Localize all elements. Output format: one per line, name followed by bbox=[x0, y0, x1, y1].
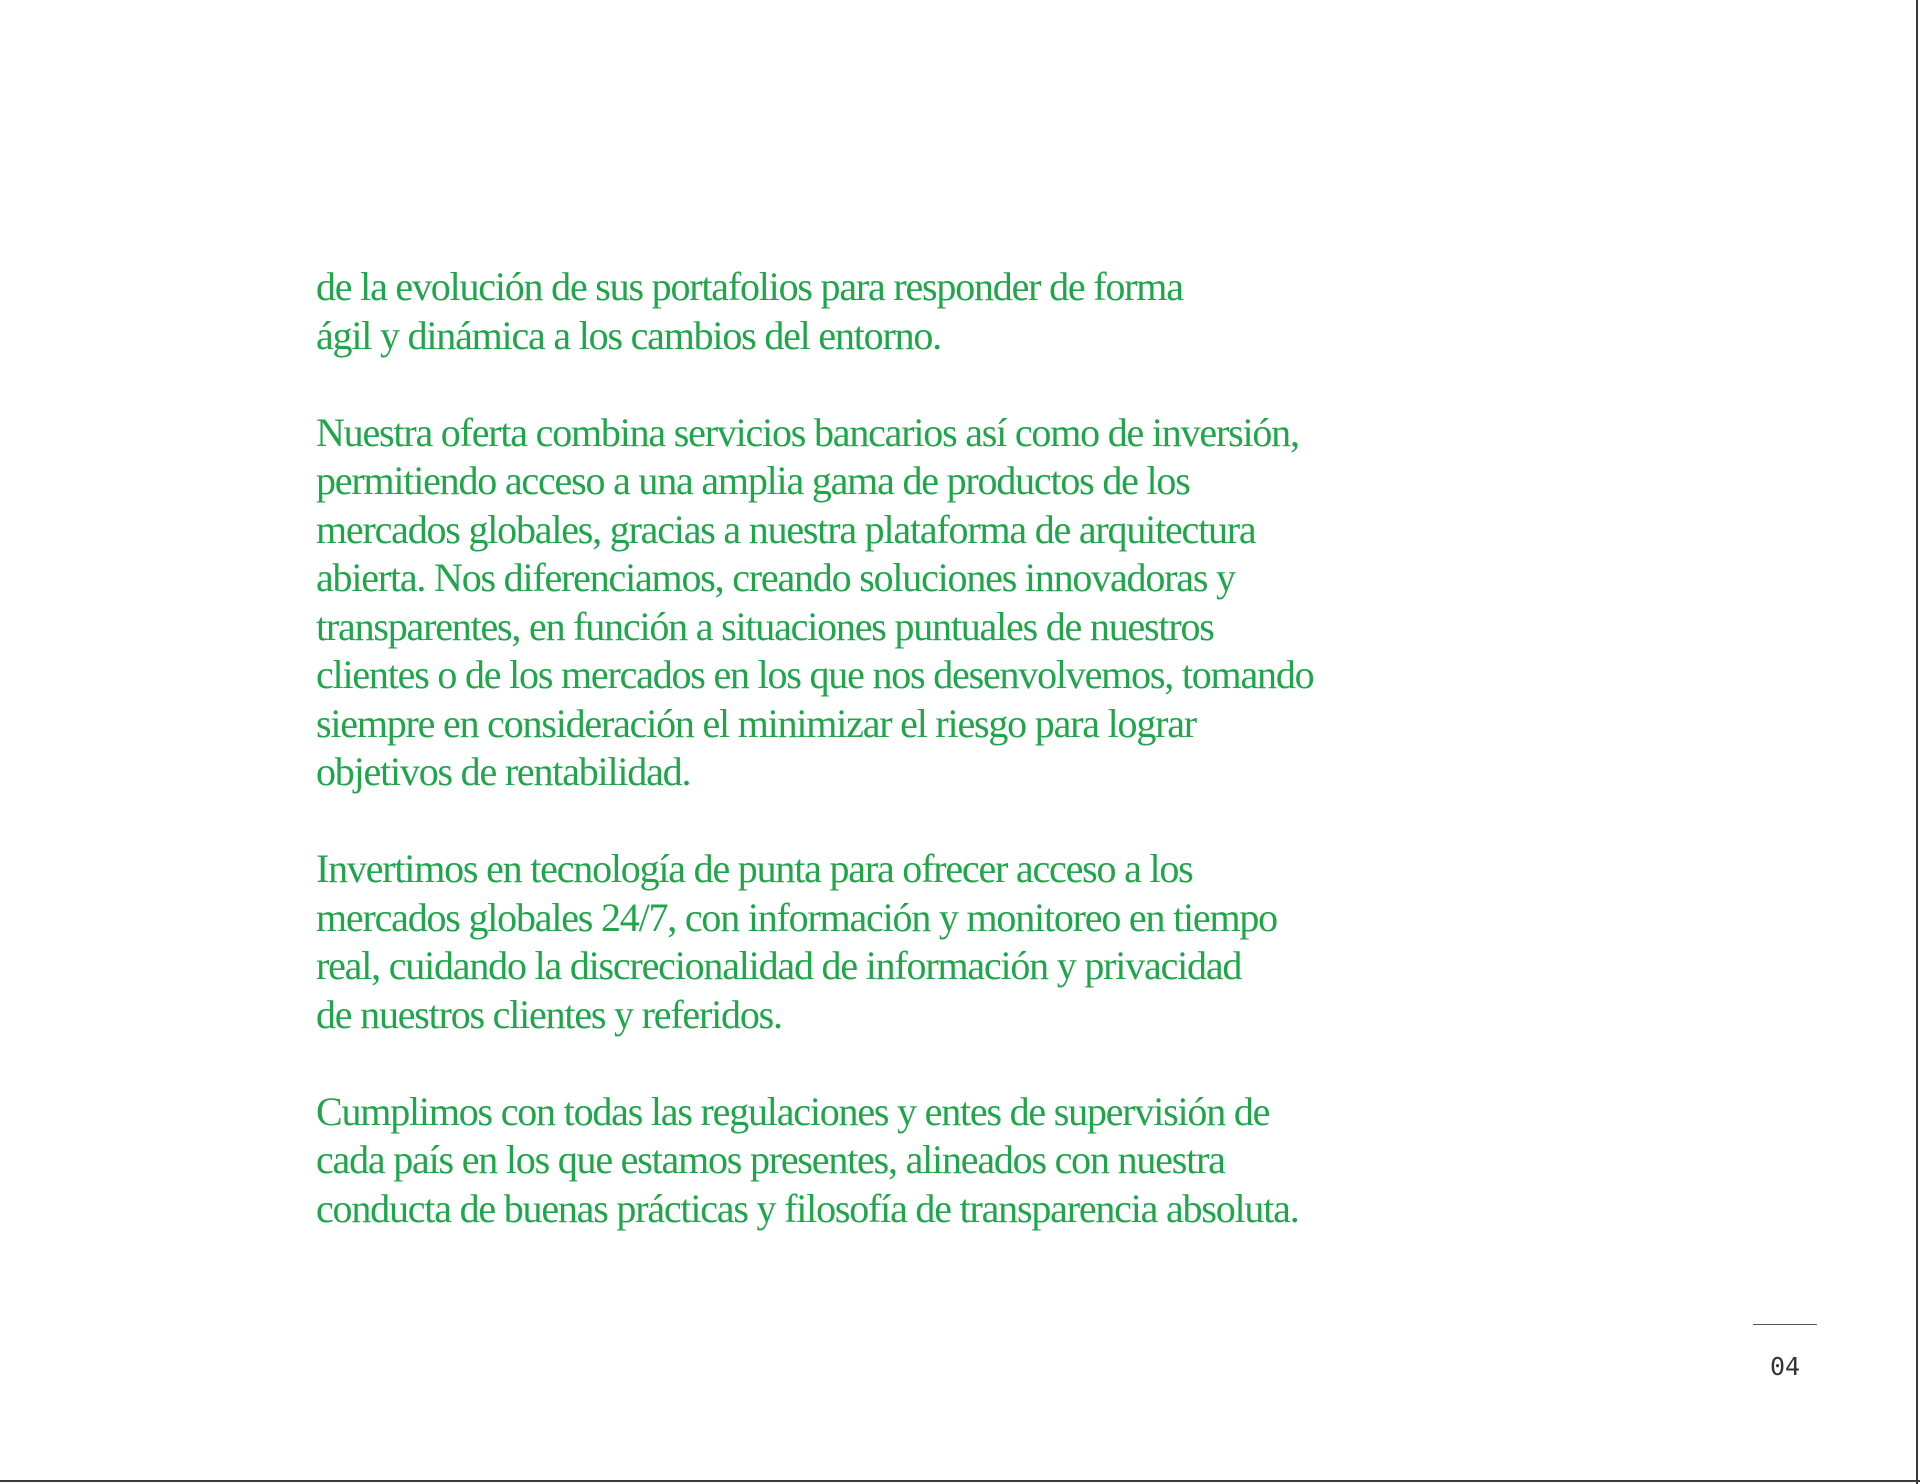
text-line: de la evolución de sus portafolios para responder de forma bbox=[316, 264, 1183, 309]
text-line: Invertimos en tecnología de punta para ofrecer acceso a los bbox=[316, 846, 1193, 891]
text-line: siempre en consideración el minimizar el riesgo para lograr bbox=[316, 700, 1196, 746]
text-line: cada país en los que estamos presentes, alineados con nuestra bbox=[316, 1137, 1225, 1182]
text-line: Cumplimos con todas las regulaciones y entes de supervisión de bbox=[316, 1088, 1270, 1134]
paragraph-portfolio-evolution bbox=[316, 263, 1396, 360]
page-edge-right bbox=[1916, 0, 1918, 1484]
text-line: mercados globales, gracias a nuestra plataforma de arquitectura bbox=[316, 506, 1256, 552]
text-line: ágil y dinámica a los cambios del entorno. bbox=[316, 312, 941, 358]
text-line: clientes o de los mercados en los que nos desenvolvemos, tomando bbox=[316, 652, 1314, 697]
text-line: de nuestros clientes y referidos. bbox=[316, 991, 782, 1037]
text-line: mercados globales 24/7, con información y monitoreo en tiempo bbox=[316, 894, 1277, 940]
text-line: objetivos de rentabilidad. bbox=[316, 749, 691, 794]
body-text bbox=[316, 263, 1396, 1282]
page-number: 04 bbox=[1769, 1352, 1801, 1381]
page-edge-bottom bbox=[0, 1480, 1920, 1482]
page-number-rule bbox=[1753, 1324, 1817, 1325]
text-line: Nuestra oferta combina servicios bancarios así como de inversión, bbox=[316, 409, 1299, 455]
paragraph-regulations bbox=[316, 1088, 1396, 1234]
text-line: conducta de buenas prácticas y filosofía de transparencia absoluta. bbox=[316, 1185, 1299, 1231]
paragraph-offer bbox=[316, 409, 1396, 797]
text-line: abierta. Nos diferenciamos, creando soluciones innovadoras y bbox=[316, 555, 1235, 600]
text-line: permitiendo acceso a una amplia gama de productos de los bbox=[316, 458, 1190, 503]
text-line: real, cuidando la discrecionalidad de información y privacidad bbox=[316, 943, 1242, 988]
text-line: transparentes, en función a situaciones puntuales de nuestros bbox=[316, 603, 1214, 649]
paragraph-technology bbox=[316, 845, 1396, 1039]
